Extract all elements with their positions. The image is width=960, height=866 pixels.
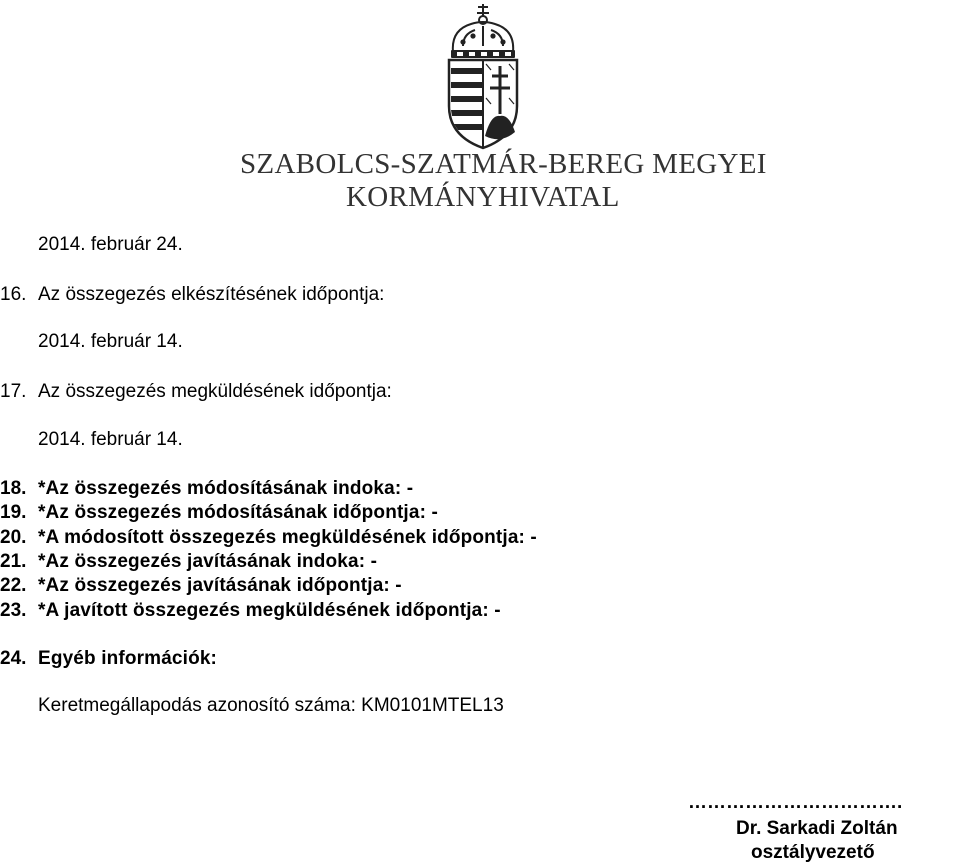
signatory-name: Dr. Sarkadi Zoltán (736, 818, 898, 839)
item-label: Az összegezés megküldésének időpontja: (38, 381, 392, 402)
item-number: 19. (0, 502, 27, 523)
item-number: 23. (0, 600, 27, 621)
item-label: *Az összegezés javításának indoka: - (38, 551, 378, 572)
item-number: 17. (0, 381, 27, 402)
item-label: *A javított összegezés megküldésének időpontja: - (38, 600, 501, 621)
list-item (0, 381, 26, 403)
item-value: Keretmegállapodás azonosító száma: KM0101MTEL13 (38, 695, 504, 716)
item-number: 24. (0, 648, 27, 669)
item-value: 2014. február 14. (38, 429, 183, 450)
item-label: *Az összegezés módosításának indoka: - (38, 478, 414, 499)
item-label: Egyéb információk: (38, 648, 218, 669)
item-number: 21. (0, 551, 27, 572)
organization-name-line1: SZABOLCS-SZATMÁR-BEREG MEGYEI (240, 148, 767, 180)
item-number: 16. (0, 284, 27, 305)
item-number: 20. (0, 527, 27, 548)
document-date: 2014. február 24. (38, 234, 183, 255)
item-label: *A módosított összegezés megküldésének időpontja: - (38, 527, 537, 548)
signature-line: ……………………………. (688, 792, 903, 813)
item-number: 18. (0, 478, 27, 499)
item-label: *Az összegezés javításának időpontja: - (38, 575, 402, 596)
item-number: 22. (0, 575, 27, 596)
item-label: Az összegezés elkészítésének időpontja: (38, 284, 385, 305)
signatory-title: osztályvezető (751, 842, 875, 863)
item-label: *Az összegezés módosításának időpontja: - (38, 502, 438, 523)
list-item (0, 284, 26, 306)
item-value: 2014. február 14. (38, 331, 183, 352)
coat-of-arms-logo (441, 2, 525, 150)
organization-name-line2: KORMÁNYHIVATAL (346, 181, 620, 213)
